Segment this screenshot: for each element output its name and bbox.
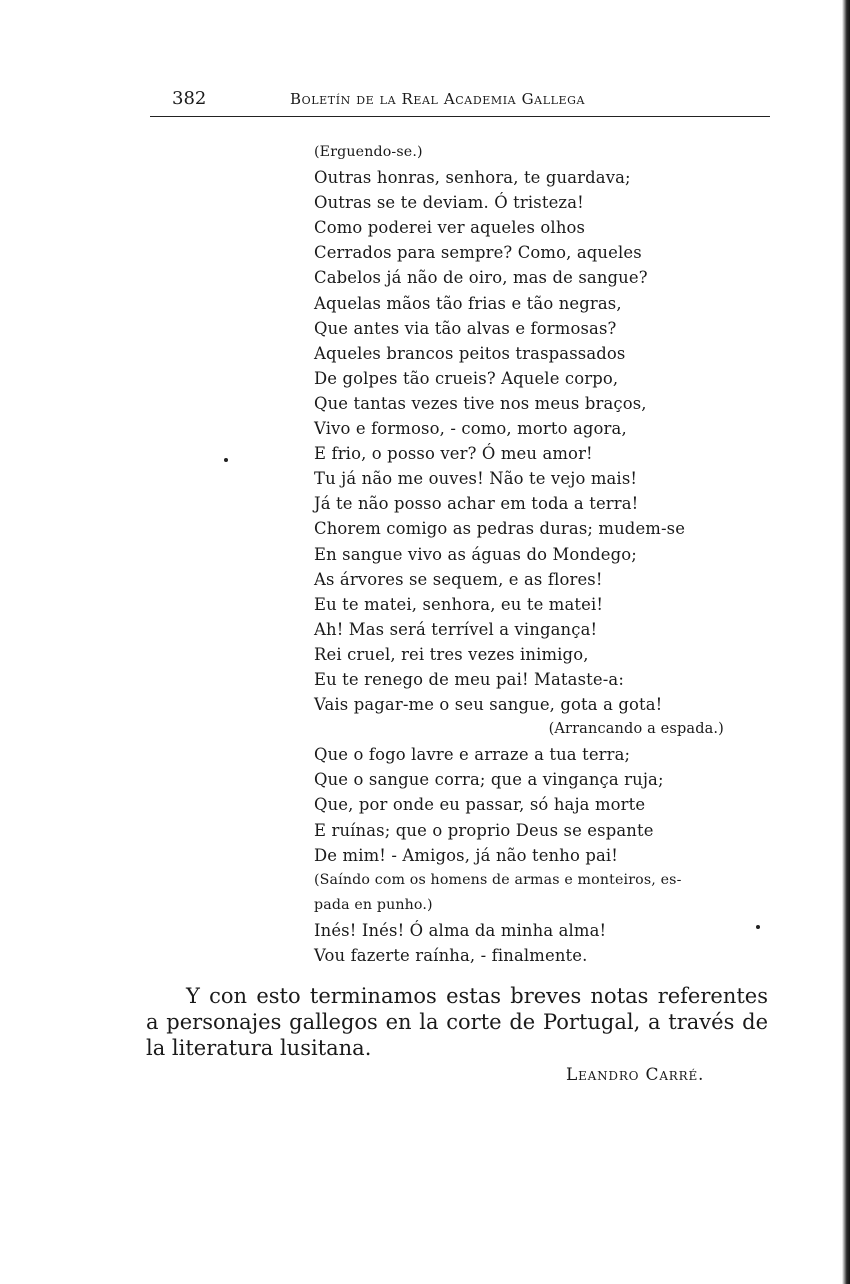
stage-direction: (Saíndo com os homens de armas e monteiros, es- [314, 871, 682, 888]
ink-speck [224, 458, 228, 462]
verse-line: Já te não posso achar em toda a terra! [314, 494, 639, 514]
stage-direction: (Erguendo-se.) [314, 144, 423, 160]
verse-line: Inés! Inés! Ó alma da minha alma! [314, 920, 607, 940]
page-edge-shadow [842, 0, 850, 1284]
verse-line: Tu já não me ouves! Não te vejo mais! [314, 469, 638, 489]
stage-direction: pada en punho.) [314, 896, 433, 913]
verse-line: Vivo e formoso, - como, morto agora, [314, 419, 627, 439]
verse-line: As árvores se sequem, e as flores! [314, 569, 603, 589]
verse-line: Outras se te deviam. Ó tristeza! [314, 193, 584, 213]
ink-speck [756, 925, 760, 929]
verse-line: Vou fazerte raínha, - finalmente. [314, 946, 588, 965]
verse-line: Cabelos já não de oiro, mas de sangue? [314, 268, 648, 288]
verse-line: Cerrados para sempre? Como, aqueles [314, 243, 642, 263]
running-title: Boletín de la Real Academia Gallega [290, 90, 586, 108]
closing-paragraph [146, 984, 768, 1061]
stage-direction: (Arrancando a espada.) [548, 721, 724, 738]
verse-line: De golpes tão crueis? Aquele corpo, [314, 368, 619, 388]
verse-line: Chorem comigo as pedras duras; mudem-se [314, 519, 686, 539]
author-signature: Leandro Carré. [566, 1065, 705, 1085]
page-number: 382 [172, 88, 207, 109]
verse-line: E frio, o posso ver? Ó meu amor! [314, 444, 593, 464]
verse-block [314, 140, 744, 968]
verse-line: Que, por onde eu passar, só haja morte [314, 795, 646, 815]
verse-line: Eu te renego de meu pai! Mataste-a: [314, 669, 624, 689]
page-header [150, 86, 770, 116]
verse-line: E ruínas; que o proprio Deus se espante [314, 820, 654, 840]
verse-line: Que tantas vezes tive nos meus braços, [314, 393, 647, 413]
verse-line: Que o sangue corra; que a vingança ruja; [314, 770, 664, 790]
header-rule [150, 116, 770, 117]
paragraph-text: Y con esto terminamos estas breves notas referentes a personajes gallegos en la corte de Portugal, a través de la literatura lusitana. [146, 984, 768, 1060]
verse-line: Que antes via tão alvas e formosas? [314, 318, 617, 338]
verse-line: Aqueles brancos peitos traspassados [314, 343, 626, 363]
verse-line: Aquelas mãos tão frias e tão negras, [314, 293, 622, 313]
verse-line: Rei cruel, rei tres vezes inimigo, [314, 644, 589, 664]
verse-line: Outras honras, senhora, te guardava; [314, 168, 631, 188]
verse-line: Vais pagar-me o seu sangue, gota a gota! [314, 695, 663, 715]
verse-line: En sangue vivo as águas do Mondego; [314, 544, 637, 564]
verse-line: Como poderei ver aqueles olhos [314, 218, 586, 238]
verse-line: Eu te matei, senhora, eu te matei! [314, 594, 604, 614]
verse-line: Que o fogo lavre e arraze a tua terra; [314, 745, 631, 765]
verse-line: De mim! - Amigos, já não tenho pai! [314, 845, 619, 865]
verse-line: Ah! Mas será terrível a vingança! [314, 619, 598, 639]
